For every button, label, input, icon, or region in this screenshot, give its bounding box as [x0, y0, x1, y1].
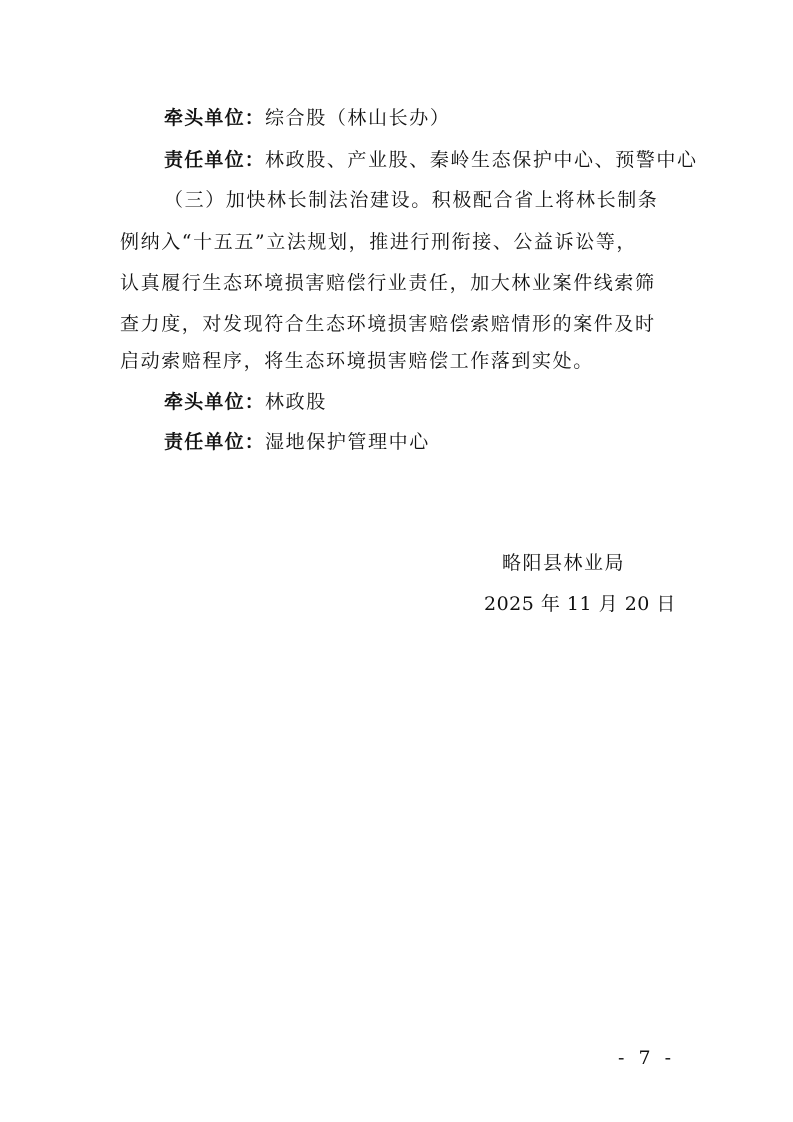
responsible-unit-value: 湿地保护管理中心: [265, 431, 430, 453]
lead-unit-label: 牵头单位：: [164, 391, 266, 413]
page-number: - 7 -: [617, 1047, 675, 1069]
responsible-unit-label: 责任单位：: [164, 431, 266, 453]
lead-unit-row-2: [164, 387, 734, 417]
signature-date: 2025 年 11 月 20 日: [484, 593, 676, 615]
paragraph-line-2: 例纳入“十五五”立法规划，推进行刑衔接、公益诉讼等，: [120, 231, 638, 253]
lead-unit-value: 林政股: [265, 391, 327, 413]
lead-unit-value: 综合股（林山长办）: [265, 107, 451, 129]
paragraph-line-4: 查力度，对发现符合生态环境损害赔偿索赔情形的案件及时: [120, 313, 656, 335]
lead-unit-row-1: [164, 103, 734, 133]
lead-unit-label: 牵头单位：: [164, 107, 266, 129]
responsible-unit-row-1: [164, 145, 734, 175]
responsible-unit-label: 责任单位：: [164, 149, 266, 171]
responsible-unit-value: 林政股、产业股、秦岭生态保护中心、预警中心: [265, 149, 698, 171]
responsible-unit-row-2: [164, 427, 734, 457]
paragraph-line-1: （三）加快林长制法治建设。积极配合省上将林长制条: [164, 189, 659, 211]
paragraph-line-5: 启动索赔程序，将生态环境损害赔偿工作落到实处。: [120, 350, 594, 372]
paragraph-line-3: 认真履行生态环境损害赔偿行业责任，加大林业案件线索筛: [120, 272, 656, 294]
signature-organization: 略阳县林业局: [502, 552, 626, 574]
